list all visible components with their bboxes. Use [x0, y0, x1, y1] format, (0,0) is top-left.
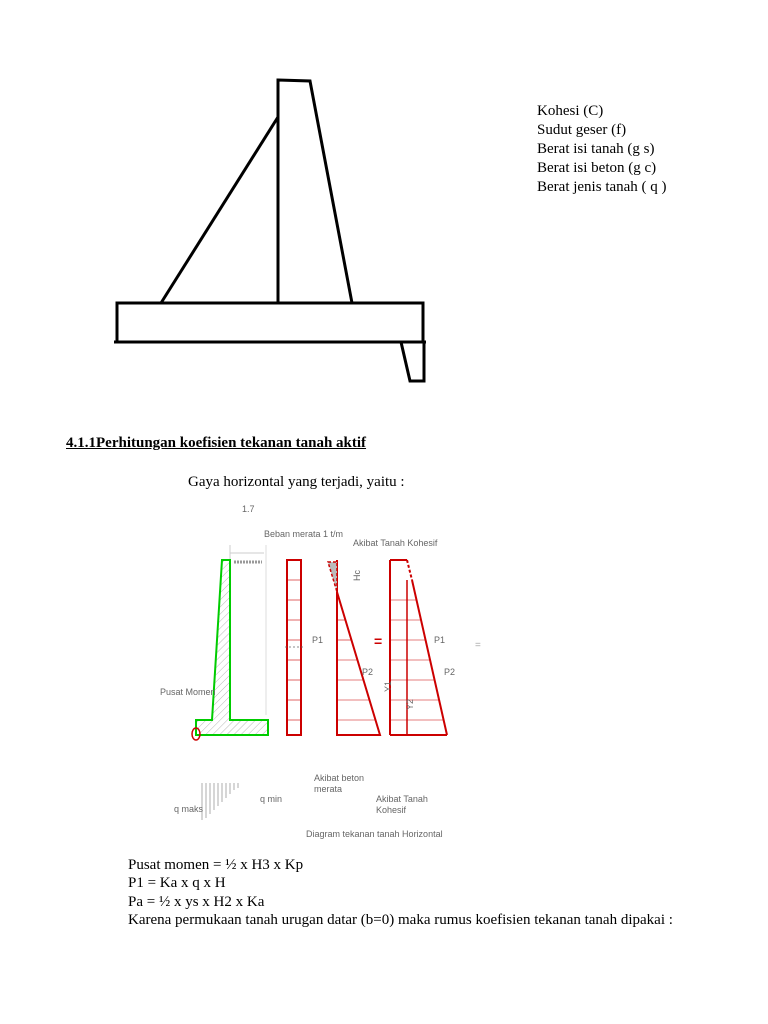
p2-label-1: P2 — [362, 667, 374, 677]
retaining-wall-sketch — [0, 0, 768, 420]
cohesive-label: Akibat Tanah Kohesif — [353, 538, 438, 548]
soil-note-1: Akibat Tanah — [376, 794, 428, 804]
base-slab — [117, 303, 423, 342]
formula-list — [128, 856, 673, 929]
concrete-note-1: Akibat beton — [314, 773, 365, 783]
wall-stem — [278, 80, 352, 303]
top-mark: 1.7 — [242, 504, 255, 514]
param-concrete-unit-weight: Berat isi beton (g c) — [537, 160, 657, 176]
cohesive-pressure-diagram — [328, 560, 383, 735]
combined-pressure-diagram — [383, 560, 455, 735]
p1-label-2: P1 — [434, 635, 446, 645]
formula-pa: Pa = ½ x ys x H2 x Ka — [128, 893, 265, 910]
param-soil-specific-weight: Berat jenis tanah ( q ) — [537, 179, 667, 195]
uniform-pressure-diagram — [285, 560, 323, 735]
wall-section-green — [196, 560, 268, 735]
y1-label: Y1 — [383, 680, 393, 692]
param-soil-unit-weight: Berat isi tanah (g s) — [537, 141, 655, 157]
p1-label-1: P1 — [312, 635, 324, 645]
equals-sign-1: = — [374, 633, 383, 649]
shear-key — [401, 342, 424, 381]
param-cohesion: Kohesi (C) — [537, 103, 604, 119]
formula-pivot-moment: Pusat momen = ½ x H3 x Kp — [128, 857, 304, 873]
q-min-label: q min — [260, 794, 283, 804]
formula-p1: P1 = Ka x q x H — [128, 875, 226, 892]
section-heading — [66, 435, 366, 452]
soil-parameter-list — [537, 102, 667, 197]
base-pressure-sketch — [202, 783, 238, 820]
q-max-label: q maks — [174, 804, 204, 814]
counterfort-brace — [161, 117, 278, 303]
pivot-label: Pusat Momen — [160, 687, 216, 697]
concrete-note-2: merata — [314, 784, 343, 794]
soil-note-2: Kohesif — [376, 805, 407, 815]
pressure-diagram — [150, 500, 510, 845]
y2-label: Y2 — [405, 698, 415, 710]
section-number: 4.1.1 — [66, 435, 96, 451]
formula-note: Karena permukaan tanah urugan datar (b=0) maka rumus koefisien tekanan tanah dipakai : — [128, 911, 673, 928]
load-label: Beban merata 1 t/m — [264, 529, 344, 539]
intro-text: Gaya horizontal yang terjadi, yaitu : — [188, 474, 405, 490]
section-title: Perhitungan koefisien tekanan tanah aktif — [96, 435, 367, 451]
param-friction-angle: Sudut geser (f) — [537, 122, 627, 138]
p2-label-2: P2 — [444, 667, 456, 677]
hc-label: Hc — [352, 570, 362, 581]
equals-sign-2: = — [475, 640, 481, 651]
diagram-caption: Diagram tekanan tanah Horizontal — [306, 829, 443, 839]
